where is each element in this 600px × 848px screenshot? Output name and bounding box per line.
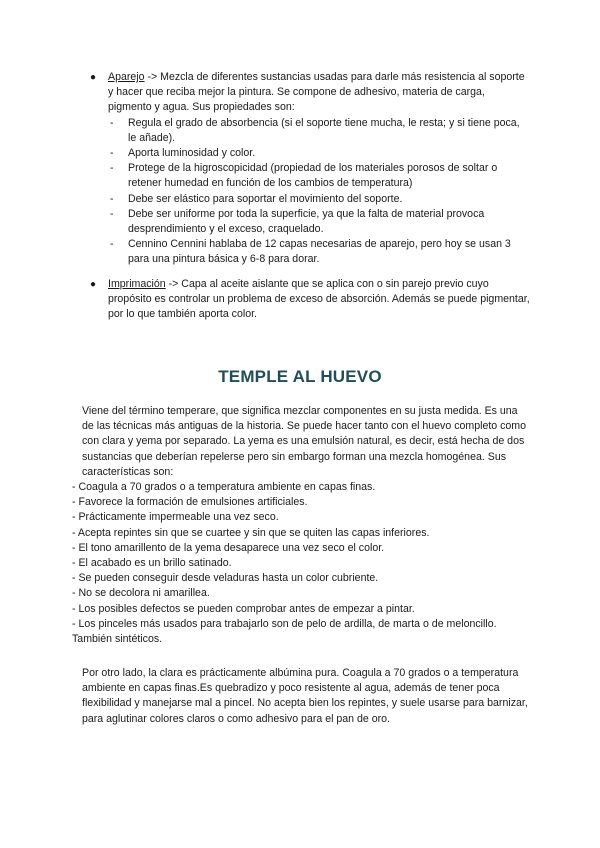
characteristic-line: - Coagula a 70 grados o a temperatura ambiente en capas finas. [72, 481, 376, 494]
list-item [110, 161, 530, 191]
dash-icon: - [110, 162, 114, 175]
list-item [110, 207, 530, 237]
dash-icon: - [110, 116, 114, 129]
list-item [110, 146, 530, 161]
intro-paragraph: Viene del término temperare, que significa mezclar componentes en su justa medida. Es una de las técnicas más antiguas de la historia. Se puede hacer tanto con el huevo completo como con clara y yema por separado. La yema es una emulsión natural, es decir, está hecha de dos sustancias que deberían repelerse pero sin embargo forman una mezcla homogénea. Sus características son: [82, 405, 527, 478]
term-imprimacion: Imprimación [108, 278, 166, 290]
characteristic-line: - Prácticamente impermeable una vez seco. [72, 511, 279, 524]
term-aparejo: Aparejo [108, 71, 145, 83]
list-item [110, 237, 530, 267]
characteristic-line: - Favorece la formación de emulsiones artificiales. [72, 496, 308, 509]
bullet-row [90, 277, 530, 323]
list-item-text: Protege de la higroscopicidad (propiedad de los materiales porosos de soltar o retener humedad en función de los cambios de temperatura) [128, 162, 498, 190]
aparejo-properties-list [90, 116, 530, 268]
dash-icon: - [110, 207, 114, 220]
bullet-aparejo [90, 70, 530, 268]
clara-block [72, 666, 528, 727]
list-item-text: Cennino Cennini hablaba de 12 capas necesarias de aparejo, pero hoy se usan 3 para una pintura básica y 6-8 para dorar. [128, 238, 511, 266]
dash-icon: - [110, 192, 114, 205]
dash-icon: - [110, 147, 114, 160]
section-heading: TEMPLE AL HUEVO [218, 367, 382, 386]
characteristic-line: - Los pinceles más usados para trabajarlo son de pelo de ardilla, de marta o de meloncillo. También sintéticos. [72, 617, 497, 646]
list-item-text: Aporta luminosidad y color. [128, 147, 256, 160]
clara-paragraph: Por otro lado, la clara es prácticamente albúmina pura. Coagula a 70 grados o a temperatura ambiente en capas finas.Es quebradizo y poco resistente al agua, además de tener poca flexibilidad y manejarse mal a pincel. No acepta bien los repintes, y suele usarse para barnizar, para aglutinar colores claros o como adhesivo para el pan de oro. [82, 667, 528, 725]
bullet-row [90, 70, 530, 116]
characteristic-line: - Los posibles defectos se pueden comprobar antes de empezar a pintar. [72, 602, 415, 615]
list-item-text: Regula el grado de absorbencia (si el soporte tiene mucha, le resta; y si tiene poca, le añade). [128, 116, 520, 144]
list-item-text: Debe ser uniforme por toda la superficie, ya que la falta de material provoca desprendimiento y el exceso, craquelado. [128, 207, 485, 236]
characteristic-line: - No se decolora ni amarillea. [72, 587, 210, 600]
list-item [110, 116, 530, 146]
temple-intro-block [72, 404, 528, 647]
bullet-dot-icon: ● [90, 279, 97, 290]
characteristic-line: - El acabado es un brillo satinado. [72, 557, 232, 570]
list-item [110, 192, 530, 207]
list-item-text: Debe ser elástico para soportar el movimiento del soporte. [128, 192, 403, 205]
bullet-dot-icon: ● [90, 72, 97, 83]
bullet-text: -> Capa al aceite aislante que se aplica con o sin parejo previo cuyo propósito es controlar un problema de exceso de absorción. Además se puede pigmentar, por lo que también aporta color. [108, 278, 530, 321]
characteristic-line: - Se pueden conseguir desde veladuras hasta un color cubriente. [72, 572, 379, 585]
characteristic-line: - Acepta repintes sin que se cuartee y sin que se quiten las capas inferiores. [72, 526, 430, 539]
dash-icon: - [110, 238, 114, 251]
characteristic-line: - El tono amarillento de la yema desaparece una vez seco el color. [72, 541, 385, 554]
bullet-imprimacion [90, 277, 530, 323]
bullet-text: -> Mezcla de diferentes sustancias usadas para darle más resistencia al soporte y hacer que reciba mejor la pintura. Se compone de adhesivo, materia de carga, pigmento y agua. Sus propiedades son: [108, 71, 525, 114]
